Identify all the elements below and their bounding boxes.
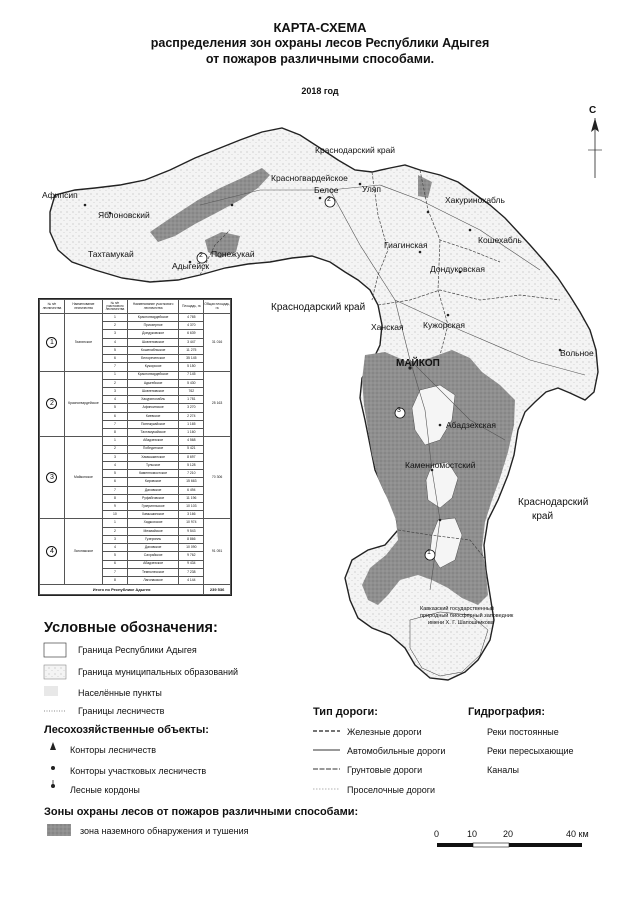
table-cell: 7 (103, 568, 128, 576)
table-cell: 5 (103, 470, 128, 478)
north-arrow-icon (588, 118, 602, 178)
legend-canals: Каналы (487, 765, 519, 775)
table-cell: Гузерипльское (127, 503, 179, 511)
table-row (40, 314, 231, 322)
label-abadzekhskaya: Абадзехская (446, 420, 497, 430)
label-afipsip: Афипсип (42, 190, 78, 200)
table-cell: 35 145 (179, 355, 204, 363)
table-header: Общая площадь, га (204, 300, 231, 314)
forestry-total: 91 051 (204, 519, 231, 585)
table-header: № п/п лесничества (40, 300, 65, 314)
table-cell: 1 (103, 314, 128, 322)
scale-bar (437, 843, 582, 847)
zone-label-2b: 2 (327, 196, 331, 203)
table-cell: 9 762 (179, 552, 204, 560)
label-volnoe: Вольное (560, 348, 594, 358)
roads-heading: Тип дороги: (313, 706, 378, 718)
table-cell: Хамышкинское (127, 453, 179, 461)
table-cell: 1 165 (179, 420, 204, 428)
legend-heading: Условные обозначения: (44, 620, 218, 636)
table-cell: 2 (103, 379, 128, 387)
table-cell: 4 (103, 461, 128, 469)
label-reserve-3: имени Х. Г. Шапошникова (428, 620, 494, 626)
table-cell: Понежукайское (127, 420, 179, 428)
legend-highways: Автомобильные дороги (347, 746, 446, 756)
table-cell: 3 (103, 330, 128, 338)
table-cell: 3 (103, 535, 128, 543)
total-label: Итого по Республике Адыгея (40, 585, 204, 595)
legend-district-offices: Конторы участковых лесничеств (70, 766, 207, 776)
table-cell: 8 866 (179, 535, 204, 543)
table-cell: Тахтамукайское (127, 429, 179, 437)
table-row (40, 519, 231, 527)
label-beloe: Белое (314, 185, 339, 195)
forestry-number: 4 (46, 546, 57, 557)
table-cell: 4 144 (179, 577, 204, 585)
table-cell: 6 (103, 355, 128, 363)
hydro-heading: Гидрография: (468, 706, 546, 718)
label-ponezhukai: Понежукай (211, 249, 255, 259)
table-cell: 5 150 (179, 363, 204, 371)
table-cell: 8 (103, 494, 128, 502)
table-cell: Приозерное (127, 322, 179, 330)
table-cell: 10 (103, 511, 128, 519)
table-cell: Шовгеновское (127, 387, 179, 395)
table-cell: 2 (103, 527, 128, 535)
table-cell: 5 128 (179, 461, 204, 469)
table-header: Наименование лесничества (64, 300, 102, 314)
table-cell: Даховское (127, 544, 179, 552)
table-cell: 4 (103, 544, 128, 552)
scale-tick-40: 40 км (566, 829, 589, 839)
table-cell: 3 (103, 453, 128, 461)
table-cell: 8 (103, 429, 128, 437)
label-takhtamukai: Тахтамукай (88, 249, 134, 259)
legend-republic-boundary: Граница Республики Адыгея (78, 645, 197, 655)
table-cell: Красногвардейское (127, 371, 179, 379)
zone-label-3: 3 (397, 407, 401, 414)
legend-forest-cordons: Лесные кордоны (70, 785, 140, 795)
table-cell: 5 421 (179, 445, 204, 453)
table-cell: Победитское (127, 445, 179, 453)
legend-railways: Железные дороги (347, 727, 422, 737)
label-kamennomostsky: Каменномостский (405, 460, 476, 470)
table-cell: Каменномостское (127, 470, 179, 478)
table-cell: 6 (103, 560, 128, 568)
legend-forestry-offices: Конторы лесничеств (70, 745, 157, 755)
table-cell: Лагонакское (127, 577, 179, 585)
table-cell: Шовгеновское (127, 338, 179, 346)
table-cell: 5 (103, 552, 128, 560)
table-cell: Хамышинское (127, 511, 179, 519)
table-cell: 4 765 (179, 314, 204, 322)
table-cell: 6 (103, 478, 128, 486)
table-cell: 15 663 (179, 478, 204, 486)
table-cell: 762 (179, 387, 204, 395)
table-row (40, 371, 231, 379)
label-krasnodar-east-1: Краснодарский (518, 497, 589, 508)
total-value: 239 536 (204, 585, 231, 595)
table-cell: 8 697 (179, 453, 204, 461)
label-yablonovsky: Яблоновский (98, 210, 150, 220)
north-label: С (589, 105, 597, 116)
table-cell: 9 434 (179, 560, 204, 568)
table-cell: 3 447 (179, 338, 204, 346)
scale-tick-0: 0 (434, 829, 440, 839)
table-cell: 7 (103, 420, 128, 428)
table-cell: 1 (103, 371, 128, 379)
map-subtitle-2: от пожаров различными способами. (205, 52, 435, 66)
table-cell: 2 (103, 445, 128, 453)
table-header: Наименование участкового лесничества (127, 300, 179, 314)
table-cell: Красногвардейское (127, 314, 179, 322)
table-cell: 4 (103, 396, 128, 404)
label-maikop: МАЙКОП (396, 358, 440, 369)
forestry-name: Майкопское (64, 437, 102, 519)
label-reserve-2: природный биосферный заповедник (420, 613, 514, 619)
table-cell: 9 (103, 503, 128, 511)
label-giaginskaya: Гиагинская (384, 240, 428, 250)
table-cell: Мезмайское (127, 527, 179, 535)
table-cell: 7 238 (179, 568, 204, 576)
legend-settlements: Населённые пункты (78, 688, 162, 698)
table-cell: Белореченское (127, 355, 179, 363)
legend-forestry-boundaries: Границы лесничеств (78, 706, 165, 716)
label-krasnogvardeyskoe: Красногвардейское (271, 173, 348, 183)
legend-municipal-boundary: Граница муниципальных образований (78, 667, 239, 677)
table-cell: 11 196 (179, 494, 204, 502)
forestry-name: Красногвардейское (64, 371, 102, 437)
forest-objects-heading: Лесохозяйственные объекты: (44, 724, 209, 736)
table-cell: 5 (103, 346, 128, 354)
table-cell: 10 974 (179, 519, 204, 527)
table-cell: Темнолесское (127, 568, 179, 576)
scale-tick-20: 20 (503, 829, 514, 839)
table-cell: 3 166 (179, 511, 204, 519)
label-ulyap: Уляп (362, 184, 381, 194)
table-cell: Дондуковское (127, 330, 179, 338)
table-cell: Абадзехское (127, 437, 179, 445)
table-cell: Афипсипское (127, 404, 179, 412)
table-cell: 6 494 (179, 486, 204, 494)
table-cell: 3 270 (179, 404, 204, 412)
table-cell: 2 274 (179, 412, 204, 420)
legend-dirt-roads: Грунтовые дороги (347, 765, 423, 775)
table-cell: Руфабговское (127, 494, 179, 502)
table-cell: 10 090 (179, 544, 204, 552)
forestry-name: Лагонакское (64, 519, 102, 585)
forestry-table (38, 298, 232, 596)
table-cell: Адыгейское (127, 379, 179, 387)
zone-label-1: 1 (427, 549, 431, 556)
table-cell: 7 (103, 363, 128, 371)
label-khakurinokhabl: Хакуринохабль (445, 195, 505, 205)
table-cell: 1 160 (179, 429, 204, 437)
table-cell: 4 370 (179, 322, 204, 330)
table-row (40, 437, 231, 445)
label-khanskaya: Ханская (371, 322, 404, 332)
forestry-number: 2 (46, 398, 57, 409)
table-total-row (40, 585, 231, 595)
table-cell: Киевское (127, 412, 179, 420)
table-cell: 4 (103, 338, 128, 346)
label-krasnodar-west: Краснодарский край (271, 302, 366, 313)
label-koshekhabl: Кошехабль (478, 235, 522, 245)
zones-heading: Зоны охраны лесов от пожаров различными способами: (44, 806, 359, 818)
label-adygeisk: Адыгейск (172, 261, 210, 271)
table-cell: 7 (103, 486, 128, 494)
table-header: Площадь, га (179, 300, 204, 314)
table-cell: Кировское (127, 478, 179, 486)
scale-tick-10: 10 (467, 829, 478, 839)
table-cell: 9 543 (179, 527, 204, 535)
table-cell: 1 (103, 437, 128, 445)
label-kuzhorskaya: Кужорская (423, 320, 465, 330)
zone-label-2: 2 (199, 252, 203, 259)
table-cell: 1 (103, 519, 128, 527)
map-subtitle-1: распределения зон охраны лесов Республики Адыгея (150, 36, 490, 50)
table-cell: 6 (103, 412, 128, 420)
label-reserve-1: Кавказский государственный (420, 606, 494, 612)
table-cell: 2 (103, 322, 128, 330)
table-cell: Хаджохское (127, 519, 179, 527)
table-cell: 10 103 (179, 503, 204, 511)
label-krasnodar-east-2: край (532, 511, 554, 522)
table-cell: Сахрайское (127, 552, 179, 560)
table-cell: 5 (103, 404, 128, 412)
forestry-total: 25 163 (204, 371, 231, 437)
map-title: КАРТА-СХЕМА (273, 20, 367, 35)
table-cell: 8 (103, 577, 128, 585)
table-cell: Тульское (127, 461, 179, 469)
legend-permanent-rivers: Реки постоянные (487, 727, 559, 737)
table-cell: 6 639 (179, 330, 204, 338)
table-cell: 5 430 (179, 379, 204, 387)
forestry-number: 1 (46, 337, 57, 348)
table-cell: 11 275 (179, 346, 204, 354)
table-cell: Абадзехское (127, 560, 179, 568)
table-cell: Кужорское (127, 363, 179, 371)
table-cell: 4 568 (179, 437, 204, 445)
legend-drying-rivers: Реки пересыхающие (487, 746, 574, 756)
table-header: № п/п участкового лесничества (103, 300, 128, 314)
table-cell: 7 145 (179, 371, 204, 379)
table-cell: Даховское (127, 486, 179, 494)
table-cell: Хакуринохабль (127, 396, 179, 404)
table-cell: Гузерипль (127, 535, 179, 543)
forestry-total: 31 016 (204, 314, 231, 372)
legend-ground-zone: зона наземного обнаружения и тушения (80, 826, 249, 836)
table-cell: 3 (103, 387, 128, 395)
forestry-name: Гиагинское (64, 314, 102, 372)
table-cell: Кошехабльское (127, 346, 179, 354)
legend-country-roads: Проселочные дороги (347, 785, 436, 795)
map-year: 2018 год (301, 86, 339, 96)
label-dondukovskaya: Дондуковская (430, 264, 485, 274)
table-cell: 1 781 (179, 396, 204, 404)
table-cell: 7 210 (179, 470, 204, 478)
forestry-total: 70 306 (204, 437, 231, 519)
label-krasnodar-north: Краснодарский край (315, 145, 396, 155)
forestry-number: 3 (46, 472, 57, 483)
